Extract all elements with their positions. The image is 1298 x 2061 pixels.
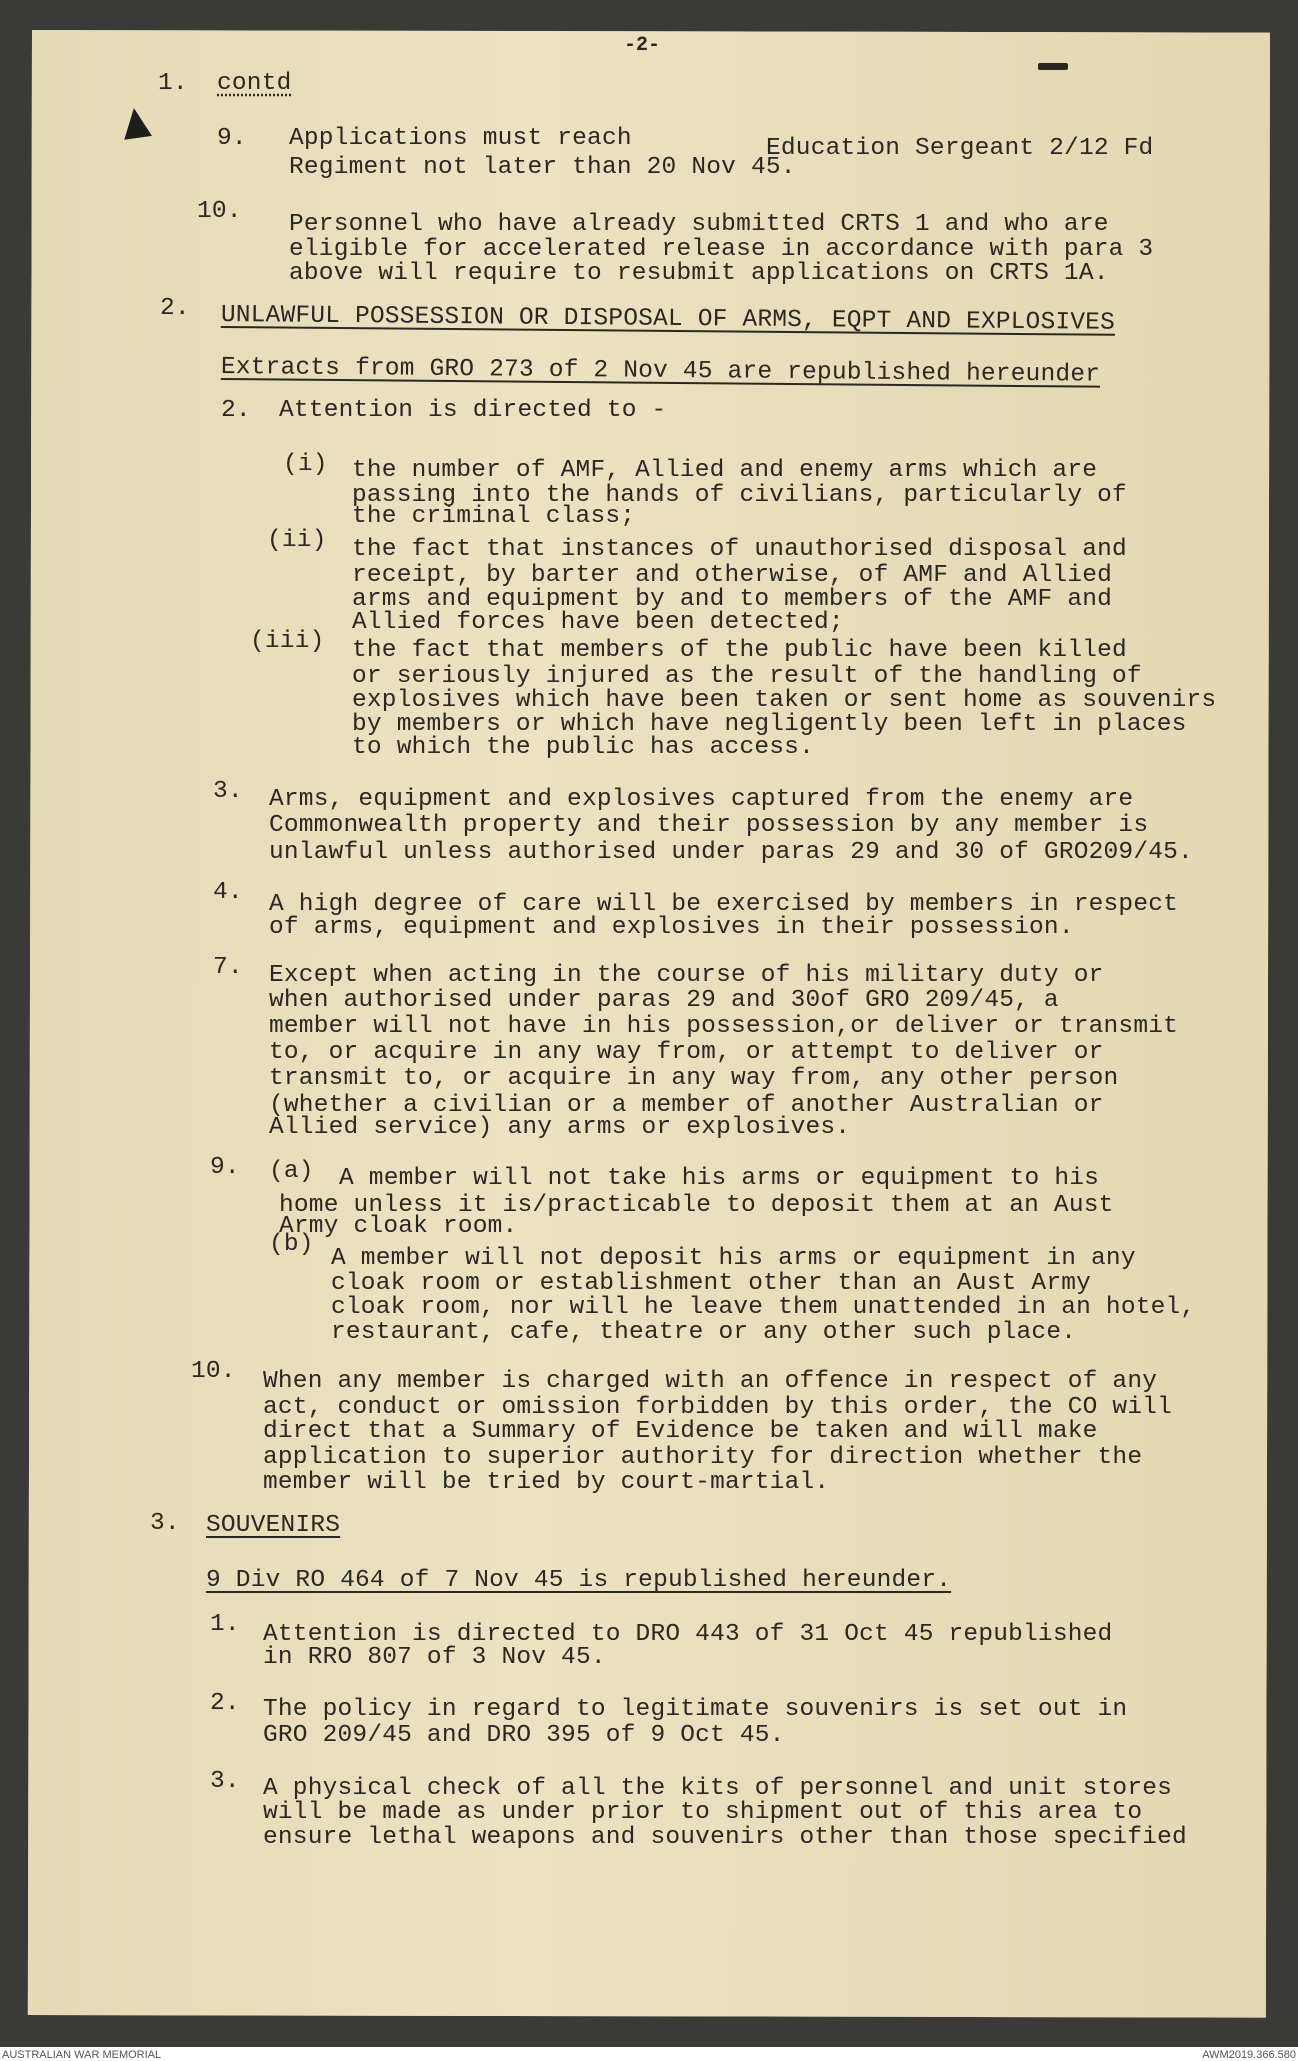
para-text: Except when acting in the course of his military duty or (269, 962, 1104, 989)
subpara-number: (iii) (250, 628, 325, 655)
para-number: 10. (191, 1358, 236, 1385)
para-number: 3. (213, 778, 243, 805)
section-title: SOUVENIRS (206, 1512, 341, 1539)
para-text: A member will not take his arms or equipment to his (339, 1165, 1100, 1192)
para-text: above will require to resubmit applications on CRTS 1A. (289, 260, 1109, 287)
para-number: 7. (213, 954, 243, 981)
para-text: Allied service) any arms or explosives. (269, 1114, 851, 1141)
para-text: transmit to, or acquire in any way from, any other person (269, 1065, 1119, 1092)
para-text: direct that a Summary of Evidence be taken and will make (263, 1418, 1098, 1445)
para-text: Regiment not later than 20 Nov 45. (289, 154, 796, 181)
para-text: act, conduct or omission forbidden by this order, the CO will (263, 1394, 1173, 1421)
page-number: -2- (624, 34, 661, 57)
footer-accession-number: AWM2019.366.580 (1202, 2049, 1296, 2061)
section-title: contd (217, 70, 292, 97)
para-number: 4. (213, 879, 243, 906)
para-text: unlawful unless authorised under paras 29 and 30 of GRO209/45. (269, 839, 1193, 866)
section-intro: Extracts from GRO 273 of 2 Nov 45 are republished hereunder (220, 354, 1101, 389)
punch-hole (120, 106, 152, 140)
para-text: Arms, equipment and explosives captured from the enemy are (269, 786, 1134, 813)
section-number: 3. (150, 1510, 180, 1537)
footer-institution: AUSTRALIAN WAR MEMORIAL (2, 2049, 162, 2061)
para-text: the fact that instances of unauthorised disposal and (352, 536, 1127, 563)
para-text: cloak room, nor will he leave them unattended in an hotel, (331, 1294, 1196, 1321)
para-text: A physical check of all the kits of personnel and unit stores (263, 1775, 1173, 1802)
para-number: 9. (217, 125, 247, 152)
section-title: UNLAWFUL POSSESSION OR DISPOSAL OF ARMS, EQPT AND EXPLOSIVES (220, 302, 1116, 337)
para-text: when authorised under paras 29 and 30of GRO 209/45, a (269, 987, 1059, 1014)
section-number: 1. (158, 70, 188, 97)
para-text: of arms, equipment and explosives in their possession. (269, 914, 1074, 941)
subpara-number: (a) (269, 1158, 314, 1185)
para-text: receipt, by barter and otherwise, of AMF and Allied (352, 562, 1113, 589)
para-text: the criminal class; (352, 503, 636, 530)
para-text: When any member is charged with an offence in respect of any (263, 1368, 1158, 1395)
para-text: restaurant, cafe, theatre or any other such place. (331, 1319, 1077, 1346)
para-text: Attention is directed to - (279, 397, 667, 424)
para-text: the fact that members of the public have been killed (352, 637, 1127, 664)
para-text: or seriously injured as the result of the handling of (352, 663, 1142, 690)
para-text: Attention is directed to DRO 443 of 31 Oct 45 republished (263, 1621, 1113, 1648)
para-number: 9. (210, 1154, 240, 1181)
para-text: in RRO 807 of 3 Nov 45. (263, 1644, 606, 1671)
para-text: explosives which have been taken or sent home as souvenirs (352, 687, 1217, 714)
para-number: 2. (210, 1690, 240, 1717)
para-text: eligible for accelerated release in accordance with para 3 (289, 236, 1154, 263)
para-text: to, or acquire in any way from, or attempt to deliver or (269, 1039, 1104, 1066)
section-intro: 9 Div RO 464 of 7 Nov 45 is republished hereunder. (206, 1567, 952, 1594)
para-text: by members or which have negligently been left in places (352, 711, 1187, 738)
para-text: Allied forces have been detected; (352, 609, 844, 636)
para-text: application to superior authority for direction whether the (263, 1444, 1143, 1471)
para-text: the number of AMF, Allied and enemy arms which are (352, 457, 1098, 484)
para-text: home unless it is/practicable to deposit them at an Aust (279, 1192, 1114, 1219)
subpara-number: (b) (269, 1231, 314, 1258)
subpara-number: (ii) (267, 527, 327, 554)
para-text: Applications must reach (289, 125, 632, 152)
para-number: 10. (197, 198, 242, 225)
para-text: The policy in regard to legitimate souvenirs is set out in (263, 1696, 1128, 1723)
para-text: GRO 209/45 and DRO 395 of 9 Oct 45. (263, 1722, 785, 1749)
para-text: passing into the hands of civilians, particularly of (352, 482, 1127, 509)
para-text: Personnel who have already submitted CRTS 1 and who are (289, 211, 1109, 238)
para-number: 3. (210, 1768, 240, 1795)
subpara-number: (i) (283, 451, 328, 478)
para-text: member will not have in his possession,or deliver or transmit (269, 1013, 1179, 1040)
para-number: 1. (210, 1611, 240, 1638)
para-text: ensure lethal weapons and souvenirs other than those specified (263, 1824, 1187, 1851)
para-text: cloak room or establishment other than an Aust Army (331, 1270, 1092, 1297)
para-text: Army cloak room. (279, 1213, 518, 1240)
para-number: 2. (221, 397, 251, 424)
para-text: Education Sergeant 2/12 Fd (766, 135, 1154, 162)
para-text: arms and equipment by and to members of the AMF and (352, 586, 1113, 613)
para-text: to which the public has access. (352, 734, 814, 761)
para-text: will be made as under prior to shipment out of this area to (263, 1799, 1143, 1826)
para-text: (whether a civilian or a member of another Australian or (269, 1092, 1104, 1119)
ink-mark (1038, 63, 1068, 70)
para-text: A high degree of care will be exercised by members in respect (269, 891, 1179, 918)
para-text: A member will not deposit his arms or equipment in any (331, 1245, 1136, 1272)
para-text: member will be tried by court-martial. (263, 1469, 830, 1496)
para-text: Commonwealth property and their possession by any member is (269, 812, 1149, 839)
section-number: 2. (160, 295, 190, 322)
